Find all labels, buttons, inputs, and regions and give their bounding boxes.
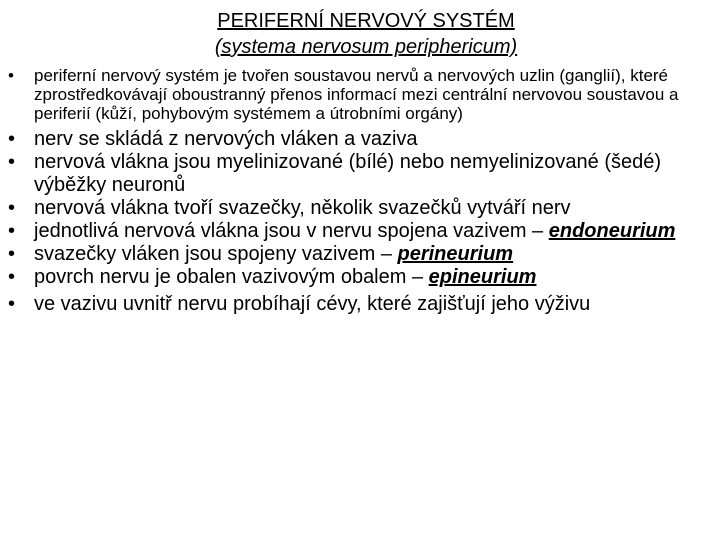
bullet-text: nervová vlákna jsou myelinizované (bílé) nebo nemyelinizované (šedé) výběžky neuronů	[34, 151, 662, 196]
bullet-icon: •	[8, 220, 16, 242]
term-perineurium: perineurium	[397, 243, 514, 265]
bullet-list	[0, 66, 720, 316]
bullet-icon: •	[8, 128, 16, 150]
term-epineurium: epineurium	[428, 266, 537, 288]
list-item	[0, 266, 720, 289]
bullet-text: ve vazivu uvnitř nervu probíhají cévy, které zajišťují jeho výživu	[34, 293, 591, 315]
bullet-text: jednotlivá nervová vlákna jsou v nervu spojena vazivem –	[34, 220, 549, 242]
bullet-text: povrch nervu je obalen vazivovým obalem –	[34, 266, 429, 288]
list-item	[0, 151, 720, 197]
term-endoneurium: endoneurium	[548, 220, 676, 242]
list-item	[0, 243, 720, 266]
list-item	[0, 220, 720, 243]
bullet-icon: •	[8, 197, 16, 219]
bullet-text: nerv se skládá z nervových vláken a vaziva	[34, 128, 418, 150]
bullet-icon: •	[8, 266, 16, 288]
bullet-icon: •	[8, 151, 16, 173]
bullet-icon: •	[8, 243, 16, 265]
bullet-text: svazečky vláken jsou spojeny vazivem –	[34, 243, 398, 265]
list-item	[0, 66, 720, 123]
bullet-icon: •	[8, 66, 14, 85]
list-item	[0, 128, 720, 151]
list-item	[0, 197, 720, 220]
page-subtitle: (systema nervosum periphericum)	[214, 36, 518, 58]
bullet-icon: •	[8, 293, 16, 315]
bullet-text: nervová vlákna tvoří svazečky, několik svazečků vytváří nerv	[34, 197, 571, 219]
title-block	[0, 8, 720, 60]
bullet-text: periferní nervový systém je tvořen soustavou nervů a nervových uzlin (ganglií), které zprostředkovávají oboustranný přenos informací mezi centrální nervovou soustavou a periferií (kůží, pohybovým systémem a útrobními orgány)	[34, 66, 679, 123]
list-item	[0, 293, 720, 316]
page-title: PERIFERNÍ NERVOVÝ SYSTÉM	[217, 10, 515, 32]
